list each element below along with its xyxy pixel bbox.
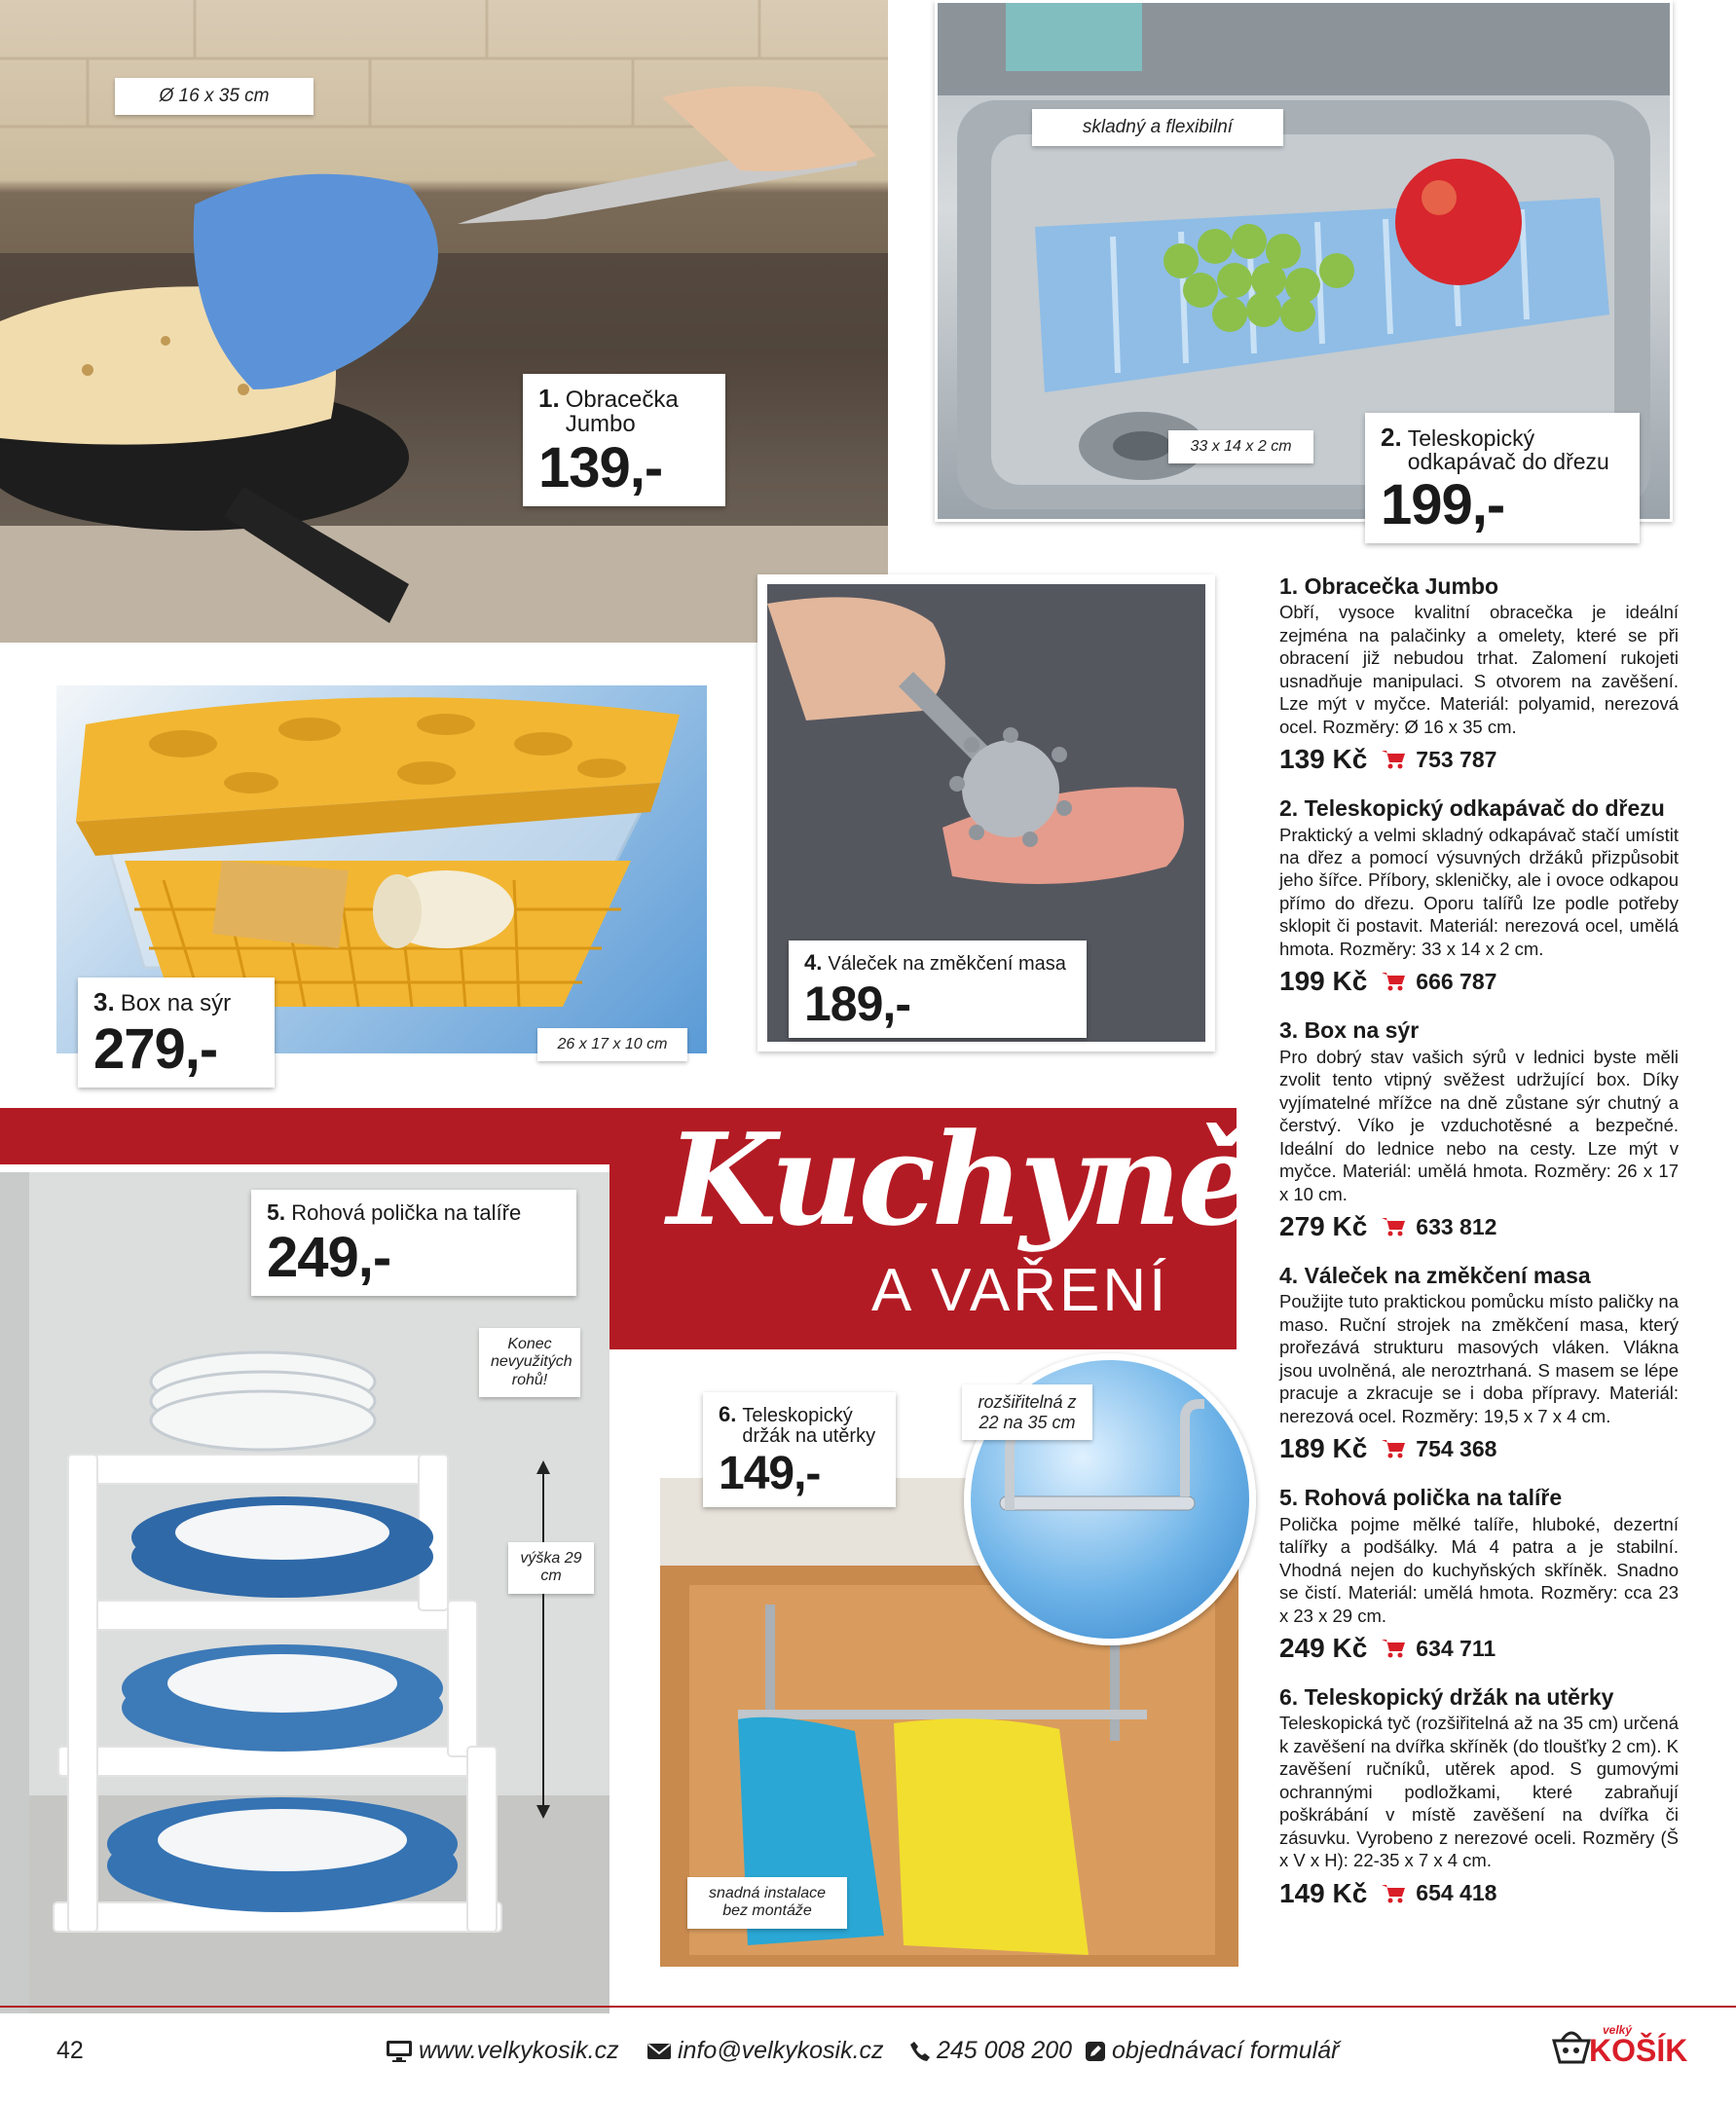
towel-holder-extend-tag: rozšiřitelná z 22 na 35 cm [962,1384,1092,1440]
product-description: Pro dobrý stav vašich sýrů v lednici byste měli zvolit tento vtipný svěžest udržující box. Díky vyjímatelné mřížce na dně zůstane sýr chutný a čerstvý. Víko je vzduchotěsné a bezpečné. Ideální do lednice nebo na cesty. Lze mýt v myčce. Materiál: umělá hmota. Rozměry: 26 x 17 x 10 cm. [1279,1046,1679,1204]
product-code: 633 812 [1416,1213,1497,1239]
footer-website-label: www.velkykosik.cz [419,2037,619,2064]
product-price: 139 Kč [1279,744,1368,775]
plate-shelf-height-tag: výška 29 cm [508,1542,594,1594]
footer-email-label: info@velkykosik.cz [678,2037,884,2064]
footer-order-form-link[interactable] [1085,2037,1339,2065]
product-4 [1279,1264,1679,1464]
product-price: 279 Kč [1279,1211,1368,1242]
product-price: 199 Kč [1279,966,1368,997]
footer-email-link[interactable] [646,2037,884,2065]
product-title: 4. Váleček na změkčení masa [1279,1263,1591,1289]
product-price-row [1279,1878,1679,1909]
footer-divider [0,2006,1736,2008]
footer-website-link[interactable] [386,2037,619,2065]
cart-icon [1381,1216,1406,1237]
brand-logo-big: KOŠÍK [1589,2033,1688,2068]
item-name: Box na sýr [120,990,232,1016]
item-name: Teleskopický odkapávač do dřezu [1407,425,1609,475]
product-description: Polička pojme mělké talíře, hluboké, dezertní talířky a podšálky. Má 4 patra a je stabilní. Vhodná nejen do kuchyňských skříněk. Snadno se čistí. Materiál: umělá hmota. Rozměry: cca 23 x 23 x 29 cm. [1279,1513,1679,1626]
spatula-price-box [523,374,725,506]
towel-holder-price-box [703,1392,896,1507]
item-number: 3. [93,987,115,1016]
item-price: 279,- [93,1017,218,1081]
product-price: 249 Kč [1279,1633,1368,1664]
product-description: Praktický a velmi skladný odkapávač stačí umístit na dřez a pomocí výsuvných držáků přizpůsobit jeho šířce. Příbory, skleničky, ale i ovoce odkapou přímo do dřezu. Oporu talířů lze podle potřeby sklopit či postavit. Materiál: nerezová ocel, umělá hmota. Rozměry: 33 x 14 x 2 cm. [1279,824,1679,959]
product-price: 149 Kč [1279,1877,1368,1908]
footer-phone-label: 245 008 200 [937,2037,1073,2064]
cart-icon [1381,1438,1406,1459]
brand-logo-small: velký [1603,2023,1633,2037]
item-price: 139,- [538,436,663,500]
item-number: 5. [267,1199,286,1225]
product-description: Teleskopická tyč (rozšiřitelná až na 35 cm) určená k zavěšení na dvířka skříněk (do tloušťky 2 cm). K zavěšení ručníků, utěrek apod. S gumovými ochrannými podložkami, které zabraňují poškrábání v místě zavěšení na dvířka či zásuvku. Vyrobeno z nerezové oceli. Rozměry (Š x V x H): 22-35 x 7 x 4 cm. [1279,1713,1679,1871]
towel-holder-install-tag: snadná instalace bez montáže [687,1877,847,1929]
cart-icon [1381,1883,1406,1904]
product-title: 3. Box na sýr [1279,1017,1420,1044]
tenderizer-price-box [789,941,1087,1038]
drainer-dimensions-tag: 33 x 14 x 2 cm [1168,430,1313,463]
product-title: 1. Obracečka Jumbo [1279,573,1498,599]
banner-script-title: Kuchyně [667,1105,1255,1254]
drainer-feature-tag: skladný a flexibilní [1032,109,1283,146]
item-price: 149,- [719,1448,821,1499]
banner-caps-subtitle: A VAŘENÍ [871,1257,1169,1324]
product-3 [1279,1018,1679,1242]
page-number: 42 [56,2037,84,2064]
product-1 [1279,574,1679,775]
cheese-box-price-box [78,978,275,1088]
product-price-row [1279,1433,1679,1464]
form-edit-icon [1085,2041,1106,2062]
product-description: Obří, vysoce kvalitní obracečka je ideální zejména na palačinky a omelety, které se při obracení již nebudou trhat. Zalomení rukojeti usnadňuje manipulaci. S otvorem na zavěšení. Lze mýt v myčce. Materiál: polyamid, nerezová ocel. Rozměry: Ø 16 x 35 cm. [1279,602,1679,737]
product-5 [1279,1486,1679,1664]
item-price: 249,- [267,1226,391,1289]
product-title: 5. Rohová polička na talíře [1279,1485,1563,1511]
product-code: 666 787 [1416,968,1497,994]
footer-order-form-label: objednávací formulář [1112,2037,1340,2064]
product-price-row [1279,1633,1679,1664]
spatula-dimensions-tag: Ø 16 x 35 cm [115,78,314,115]
item-name: Obracečka Jumbo [565,387,679,438]
cart-icon [1381,1638,1406,1659]
item-number: 1. [538,384,560,413]
item-number: 2. [1381,423,1402,452]
product-6 [1279,1685,1679,1909]
product-description: Použijte tuto praktickou pomůcku místo paličky na maso. Ruční strojek na změkčení masa, který prořezává strukturu masových vláken. Vlákna jsou uvolněná, ale neroztrhaná. S masem se lépe pracuje a zkracuje se i doba přípravy. Materiál: nerezová ocel. Rozměry: 19,5 x 7 x 4 cm. [1279,1291,1679,1426]
product-title: 6. Teleskopický držák na utěrky [1279,1684,1614,1711]
product-price-row [1279,966,1679,997]
basket-icon [1550,2029,1593,2068]
product-title: 2. Teleskopický odkapávač do dřezu [1279,795,1665,822]
item-name: Teleskopický držák na utěrky [742,1405,876,1447]
item-name: Rohová polička na talíře [291,1200,522,1225]
drainer-price-box [1365,413,1640,543]
cheese-box-dimensions-tag: 26 x 17 x 10 cm [537,1028,687,1061]
phone-icon [909,2041,931,2062]
brand-logo[interactable] [1550,2023,1688,2072]
product-price-row [1279,1211,1679,1242]
product-code: 753 787 [1416,746,1497,772]
page-footer [0,2006,1736,2084]
plate-shelf-feature-tag: Konec nevyužitých rohů! [479,1328,580,1397]
plate-shelf-price-box [251,1190,576,1296]
product-code: 754 368 [1416,1435,1497,1461]
product-price-row [1279,744,1679,775]
cart-icon [1381,749,1406,770]
product-descriptions [1279,574,1679,1931]
envelope-icon [646,2042,672,2061]
product-code: 654 418 [1416,1880,1497,1906]
product-2 [1279,796,1679,997]
item-name: Váleček na změkčení masa [828,953,1066,975]
monitor-icon [386,2040,413,2063]
product-price: 189 Kč [1279,1433,1368,1464]
product-code: 634 711 [1416,1635,1496,1661]
item-price: 199,- [1381,473,1505,537]
cart-icon [1381,971,1406,992]
item-number: 4. [804,950,823,975]
footer-phone-link[interactable] [909,2037,1072,2065]
item-number: 6. [719,1402,737,1426]
item-price: 189,- [804,977,910,1031]
